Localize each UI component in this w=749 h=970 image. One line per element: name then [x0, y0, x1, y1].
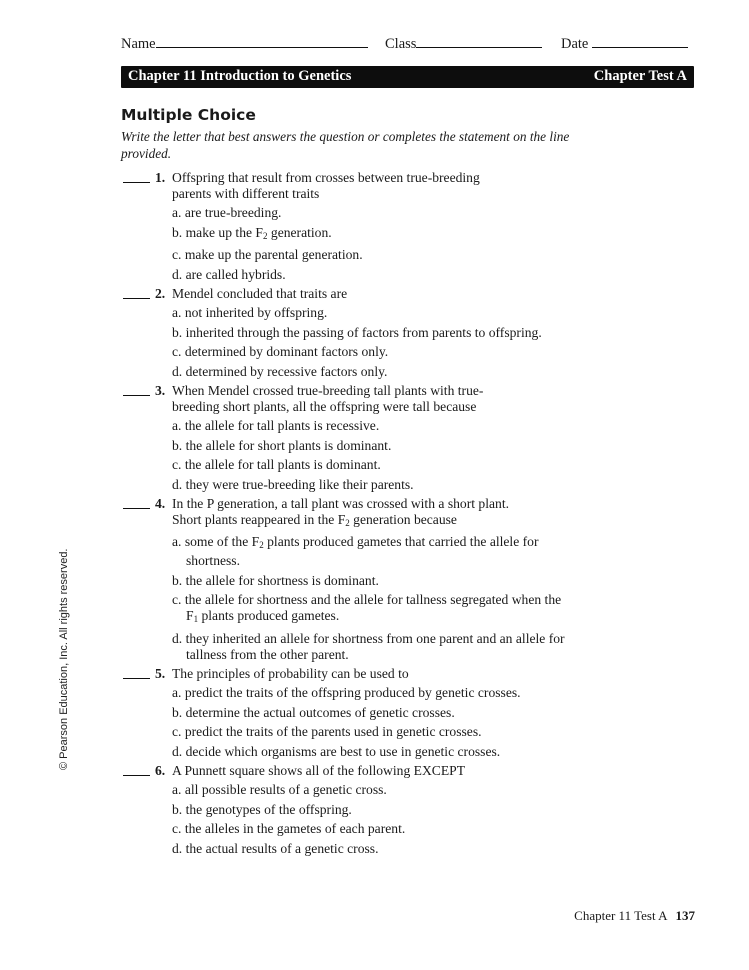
text-fragment: b. the genotypes of the offspring.	[172, 801, 352, 817]
stem-text: When Mendel crossed true-breeding tall plants with true-	[172, 383, 484, 398]
stem-text: Mendel concluded that traits are	[172, 286, 348, 301]
question-stem-line	[121, 170, 571, 186]
question-4	[121, 496, 571, 663]
answer-option-b	[172, 225, 571, 244]
question-5	[121, 666, 571, 760]
text-fragment: d. decide which organisms are best to use in genetic crosses.	[172, 743, 501, 759]
answer-option-c	[172, 821, 571, 837]
answer-blank[interactable]	[123, 775, 150, 776]
text-fragment: d. the actual results of a genetic cross.	[172, 840, 379, 856]
subscript: 1	[193, 614, 199, 624]
question-stem-line	[121, 399, 571, 415]
text-fragment: b. the allele for shortness is dominant.	[172, 572, 379, 588]
answer-option-a	[172, 782, 571, 798]
text-fragment: c. the alleles in the gametes of each parent.	[172, 821, 406, 836]
answer-blank[interactable]	[123, 508, 150, 509]
answer-option-b	[172, 705, 571, 721]
answer-option-b	[172, 438, 571, 454]
question-number: 3.	[155, 383, 166, 398]
answer-option-b	[172, 573, 571, 589]
test-label: Chapter Test A	[593, 68, 687, 84]
class-blank[interactable]	[416, 34, 542, 48]
chapter-title: Chapter 11 Introduction to Genetics	[128, 68, 352, 84]
answer-option-d	[172, 477, 571, 493]
question-number: 1.	[155, 170, 166, 185]
copyright-notice: © Pearson Education, Inc. All rights reserved.	[58, 548, 70, 770]
text-fragment: a. some of the F	[172, 534, 260, 549]
instructions: Write the letter that best answers the question or completes the statement on the line provided.	[121, 129, 570, 161]
date-field[interactable]	[561, 34, 688, 53]
stem-text: A Punnett square shows all of the following EXCEPT	[172, 763, 465, 778]
question-number: 2.	[155, 286, 166, 301]
text-fragment: d. determined by recessive factors only.	[172, 363, 388, 379]
answer-option-a	[172, 305, 571, 321]
text-fragment: c. predict the traits of the parents used in genetic crosses.	[172, 724, 482, 739]
question-number: 5.	[155, 666, 166, 681]
answer-option-d	[172, 631, 571, 663]
class-label: Class	[385, 36, 417, 52]
answer-option-c	[172, 724, 571, 740]
text-fragment: Short plants reappeared in the F	[172, 512, 346, 527]
answer-options	[172, 534, 571, 663]
text-fragment: c. make up the parental generation.	[172, 247, 363, 262]
question-3	[121, 383, 571, 493]
chapter-title-bar	[121, 66, 694, 88]
text-fragment: plants produced gametes.	[198, 608, 340, 623]
class-field[interactable]	[385, 34, 542, 53]
stem-text: parents with different traits	[172, 186, 320, 201]
text-fragment: a. predict the traits of the offspring produced by genetic crosses.	[172, 685, 521, 700]
question-1	[121, 170, 571, 283]
answer-option-a	[172, 534, 571, 569]
stem-text: The principles of probability can be used to	[172, 666, 409, 681]
stem-text: Offspring that result from crosses between true-breeding	[172, 170, 480, 185]
text-fragment: a. not inherited by offspring.	[172, 305, 328, 320]
text-fragment: plants produced gametes that carried the allele for shortness.	[186, 534, 539, 568]
answer-option-c	[172, 344, 571, 360]
question-stem-line	[121, 383, 571, 399]
text-fragment: In the P generation, a tall plant was crossed with a short plant.	[172, 496, 509, 511]
question-number: 6.	[155, 763, 166, 778]
question-stem-line	[121, 666, 571, 682]
student-info-header	[121, 34, 694, 54]
question-stem-line	[121, 186, 571, 202]
text-fragment: d. they were true-breeding like their parents.	[172, 476, 414, 492]
text-fragment: b. the allele for short plants is dominant.	[172, 437, 392, 453]
answer-blank[interactable]	[123, 395, 150, 396]
question-stem-line	[121, 286, 571, 302]
text-fragment: a. the allele for tall plants is recessive.	[172, 418, 380, 433]
text-fragment: generation because	[349, 512, 457, 527]
text-fragment: c. determined by dominant factors only.	[172, 344, 389, 359]
answer-options	[172, 205, 571, 283]
answer-blank[interactable]	[123, 678, 150, 679]
answer-blank[interactable]	[123, 298, 150, 299]
answer-options	[172, 782, 571, 857]
answer-option-a	[172, 685, 571, 701]
text-fragment: c. the allele for shortness and the allele for tallness segregated when the F	[172, 592, 562, 623]
text-fragment: a. are true-breeding.	[172, 205, 282, 220]
text-fragment: c. the allele for tall plants is dominant.	[172, 457, 381, 472]
page-footer	[574, 908, 695, 924]
question-stem-line	[121, 512, 571, 531]
text-fragment: generation.	[267, 224, 332, 240]
answer-option-c	[172, 247, 571, 263]
subscript: 2	[259, 540, 264, 550]
question-stem-line	[121, 496, 571, 512]
page-number: 137	[675, 908, 695, 923]
date-blank[interactable]	[592, 34, 688, 48]
footer-label: Chapter 11 Test A	[574, 908, 668, 923]
text-fragment: d. are called hybrids.	[172, 266, 286, 282]
question-stem-line	[121, 763, 571, 779]
text-fragment: d. they inherited an allele for shortness from one parent and an allele for tallness from the other parent.	[172, 630, 565, 662]
text-fragment: a. all possible results of a genetic cross.	[172, 782, 387, 797]
answer-options	[172, 418, 571, 493]
answer-option-b	[172, 325, 571, 341]
subscript: 2	[345, 518, 350, 528]
answer-blank[interactable]	[123, 182, 150, 183]
text-fragment: b. determine the actual outcomes of genetic crosses.	[172, 704, 455, 720]
answer-option-d	[172, 267, 571, 283]
text-fragment: b. make up the F	[172, 224, 263, 240]
section-title: Multiple Choice	[121, 106, 256, 124]
answer-option-a	[172, 418, 571, 434]
question-6	[121, 763, 571, 857]
answer-option-d	[172, 364, 571, 380]
answer-option-c	[172, 457, 571, 473]
name-blank[interactable]	[156, 34, 368, 48]
name-field[interactable]	[121, 34, 368, 53]
question-list	[121, 170, 571, 860]
name-label: Name	[121, 36, 156, 52]
answer-option-a	[172, 205, 571, 221]
answer-option-d	[172, 841, 571, 857]
answer-options	[172, 305, 571, 380]
date-label: Date	[561, 36, 589, 52]
answer-option-d	[172, 744, 571, 760]
answer-option-c	[172, 592, 571, 627]
question-number: 4.	[155, 496, 166, 511]
answer-option-b	[172, 802, 571, 818]
stem-text: breeding short plants, all the offspring were tall because	[172, 399, 477, 414]
subscript: 2	[263, 230, 268, 241]
text-fragment: b. inherited through the passing of factors from parents to offspring.	[172, 324, 542, 340]
question-2	[121, 286, 571, 380]
answer-options	[172, 685, 571, 760]
